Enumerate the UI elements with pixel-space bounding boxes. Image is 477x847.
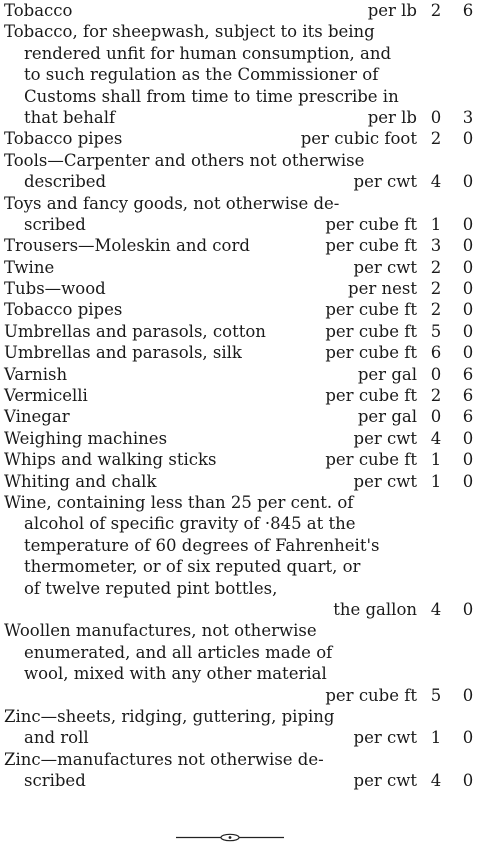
entry-description: Varnish [4,364,68,384]
tariff-entry [4,193,477,236]
section-end-ornament [176,833,284,842]
entry-line [4,107,477,128]
tariff-entry [4,150,477,193]
entry-pence: 6 [462,407,474,427]
entry-unit: per cube ft [325,236,417,256]
tariff-entry [4,278,477,299]
entry-line [4,193,477,214]
entry-unit: per cube ft [325,386,417,406]
entry-description: Tobacco [4,1,73,20]
entry-line [4,727,477,748]
tariff-entry [4,128,477,149]
entry-shillings: 1 [430,471,442,491]
entry-line [4,150,477,171]
entry-unit: per cube ft [325,321,417,341]
entry-description: that behalf [24,107,116,127]
entry-unit: the gallon [333,599,417,619]
entry-line [4,364,477,385]
entry-shillings: 1 [430,728,442,748]
entry-unit: per cube ft [325,214,417,234]
tariff-entry [4,299,477,320]
entry-shillings: 4 [430,172,442,192]
tariff-entry [4,385,477,406]
tariff-list [4,0,477,791]
tariff-entry [4,620,477,706]
tariff-entry [4,406,477,427]
entry-line [4,663,477,684]
entry-pence: 0 [462,599,474,619]
entry-shillings: 3 [430,236,442,256]
entry-pence: 0 [462,343,474,363]
entry-line [4,299,477,320]
entry-line [4,599,477,620]
entry-shillings: 6 [430,343,442,363]
tariff-entry [4,21,477,128]
entry-description: to such regulation as the Commissioner of [24,65,379,85]
entry-line [4,556,477,577]
entry-description: Trousers—Moleskin and cord [4,236,250,256]
tariff-entry [4,492,477,620]
entry-unit: per cwt [353,428,417,448]
entry-unit: per gal [357,407,417,427]
entry-unit: per cube ft [325,685,417,705]
entry-description: Twine [4,257,55,277]
tariff-entry [4,428,477,449]
entry-pence: 3 [462,107,474,127]
entry-pence: 0 [462,685,474,705]
entry-line [4,471,477,492]
entry-shillings: 5 [430,321,442,341]
entry-unit: per cube ft [325,300,417,320]
entry-unit: per cwt [353,257,417,277]
entry-line [4,128,477,149]
entry-description: Zinc—sheets, ridging, guttering, piping [4,706,335,726]
entry-description: scribed [24,771,86,791]
entry-description: Vermicelli [4,386,88,406]
entry-description: temperature of 60 degrees of Fahrenheit's [24,535,380,555]
entry-pence: 6 [462,386,474,406]
entry-shillings: 4 [430,428,442,448]
entry-line [4,43,477,64]
entry-description: enumerated, and all articles made of [24,642,333,662]
entry-description: thermometer, or of six reputed quart, or [24,557,361,577]
tariff-entry [4,471,477,492]
entry-description: Tobacco, for sheepwash, subject to its being [4,22,375,42]
entry-line [4,257,477,278]
entry-line [4,685,477,706]
entry-line [4,86,477,107]
tariff-entry [4,321,477,342]
entry-description: Wine, containing less than 25 per cent. of [4,492,354,512]
entry-shillings: 0 [430,107,442,127]
entry-line [4,578,477,599]
entry-description: Toys and fancy goods, not otherwise de- [4,193,340,213]
entry-line [4,535,477,556]
tariff-entry [4,449,477,470]
entry-description: wool, mixed with any other material [24,664,327,684]
entry-unit: per nest [348,279,417,299]
entry-description: Customs shall from time to time prescribe in [24,86,399,106]
entry-pence: 0 [462,428,474,448]
entry-line [4,21,477,42]
entry-description: Vinegar [4,407,70,427]
entry-description: scribed [24,214,86,234]
entry-description: Tobacco pipes [4,300,123,320]
entry-line [4,642,477,663]
entry-shillings: 5 [430,685,442,705]
entry-pence: 0 [462,300,474,320]
entry-shillings: 1 [430,450,442,470]
tariff-entry [4,235,477,256]
entry-shillings: 2 [430,1,442,20]
tariff-entry [4,0,477,21]
entry-unit: per gal [357,364,417,384]
entry-line [4,214,477,235]
entry-shillings: 4 [430,599,442,619]
entry-description: Woollen manufactures, not otherwise [4,621,317,641]
entry-pence: 0 [462,172,474,192]
entry-description: Whips and walking sticks [4,450,217,470]
entry-description: Umbrellas and parasols, cotton [4,321,266,341]
tariff-entry [4,342,477,363]
entry-unit: per cube ft [325,343,417,363]
entry-description: described [24,172,107,192]
entry-shillings: 2 [430,300,442,320]
entry-description: Tools—Carpenter and others not otherwise [4,150,365,170]
entry-unit: per cwt [353,172,417,192]
entry-pence: 0 [462,214,474,234]
tariff-entry [4,364,477,385]
entry-line [4,406,477,427]
entry-line [4,513,477,534]
entry-pence: 0 [462,257,474,277]
entry-unit: per lb [367,107,417,127]
entry-pence: 0 [462,129,474,149]
entry-line [4,0,477,21]
entry-line [4,342,477,363]
entry-description: Tobacco pipes [4,129,123,149]
entry-unit: per cwt [353,728,417,748]
tariff-entry [4,257,477,278]
entry-unit: per lb [367,1,417,20]
entry-shillings: 2 [430,129,442,149]
entry-line [4,321,477,342]
entry-description: rendered unfit for human consumption, and [24,43,392,63]
entry-line [4,706,477,727]
entry-unit: per cube ft [325,450,417,470]
entry-pence: 0 [462,236,474,256]
entry-pence: 0 [462,728,474,748]
entry-pence: 0 [462,450,474,470]
entry-description: and roll [24,728,89,748]
entry-pence: 6 [462,1,474,20]
entry-shillings: 0 [430,364,442,384]
entry-description: alcohol of specific gravity of ·845 at the [24,514,356,534]
entry-shillings: 0 [430,407,442,427]
entry-line [4,492,477,513]
entry-pence: 0 [462,471,474,491]
entry-line [4,749,477,770]
entry-unit: per cwt [353,471,417,491]
entry-description: of twelve reputed pint bottles, [24,578,278,598]
entry-pence: 6 [462,364,474,384]
entry-shillings: 4 [430,771,442,791]
entry-description: Tubs—wood [4,279,106,299]
entry-pence: 0 [462,321,474,341]
entry-unit: per cwt [353,771,417,791]
entry-line [4,449,477,470]
entry-pence: 0 [462,771,474,791]
entry-line [4,171,477,192]
entry-shillings: 1 [430,214,442,234]
entry-shillings: 2 [430,257,442,277]
entry-line [4,64,477,85]
entry-shillings: 2 [430,386,442,406]
entry-unit: per cubic foot [300,129,417,149]
entry-line [4,428,477,449]
entry-line [4,620,477,641]
entry-line [4,235,477,256]
entry-description: Umbrellas and parasols, silk [4,343,242,363]
tariff-entry [4,706,477,749]
entry-description: Zinc—manufactures not otherwise de- [4,749,324,769]
entry-description: Weighing machines [4,428,168,448]
entry-line [4,385,477,406]
entry-shillings: 2 [430,279,442,299]
entry-description: Whiting and chalk [4,471,157,491]
tariff-entry [4,749,477,792]
entry-line [4,770,477,791]
entry-line [4,278,477,299]
entry-pence: 0 [462,279,474,299]
